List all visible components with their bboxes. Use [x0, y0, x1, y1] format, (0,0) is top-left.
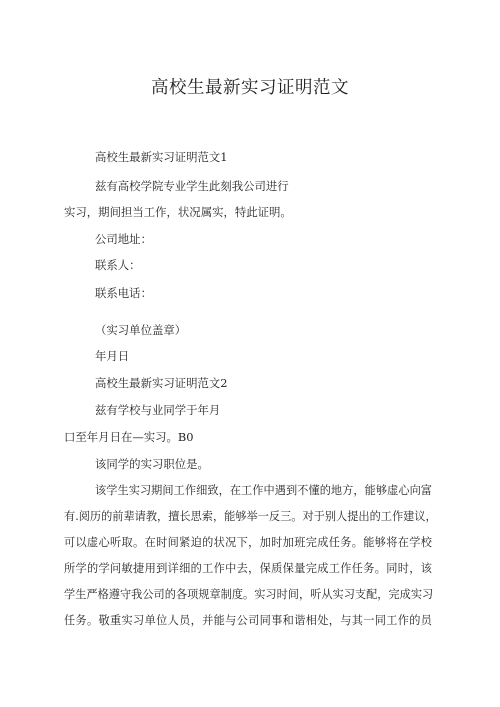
paragraph-line: 有.阅历的前辈请教，擅长思索，能够举一反三。对于别人提出的工作建议， — [64, 510, 437, 523]
document-title: 高校生最新实习证明范文 — [151, 78, 349, 98]
section1-line2: 实习，期间担当工作，状况属实，特此证明。 — [64, 205, 292, 219]
paragraph-line: 任务。敬重实习单位人员，并能与公司同事和谐相处，与其一同工作的员 — [64, 614, 432, 627]
section2-heading: 高校生最新实习证明范文2 — [95, 376, 228, 390]
paragraph-line: 该学生实习期间工作细致，在工作中遇到不懂的地方，能够虚心向富 — [95, 484, 432, 497]
section2-line1: 兹有学校与业同学于年月 — [95, 403, 221, 417]
paragraph-line: 可以虚心听取。在时间紧迫的状况下，加时加班完成任务。能够将在学校 — [64, 536, 432, 549]
section1-line1: 兹有高校学院专业学生此刻我公司进行 — [95, 179, 289, 193]
company-seal-note: （实习单位盖章） — [95, 323, 187, 337]
paragraph-line: 所学的学问敏捷用到详细的工作中去，保质保量完成工作任务。同时，该 — [64, 562, 432, 575]
contact-phone-label: 联系电话： — [95, 286, 152, 300]
contact-person-label: 联系人： — [95, 258, 141, 272]
section2-line2: 口至年月日在—实习。B0 — [64, 430, 194, 444]
company-address-label: 公司地址： — [95, 232, 152, 246]
section2-line3: 该同学的实习职位是。 — [95, 457, 209, 471]
section1-date: 年月日 — [95, 349, 130, 363]
paragraph-line: 学生严格遵守我公司的各项规章制度。实习时间，听从实习支配，完成实习 — [64, 588, 434, 601]
section1-heading: 高校生最新实习证明范文1 — [95, 150, 228, 164]
